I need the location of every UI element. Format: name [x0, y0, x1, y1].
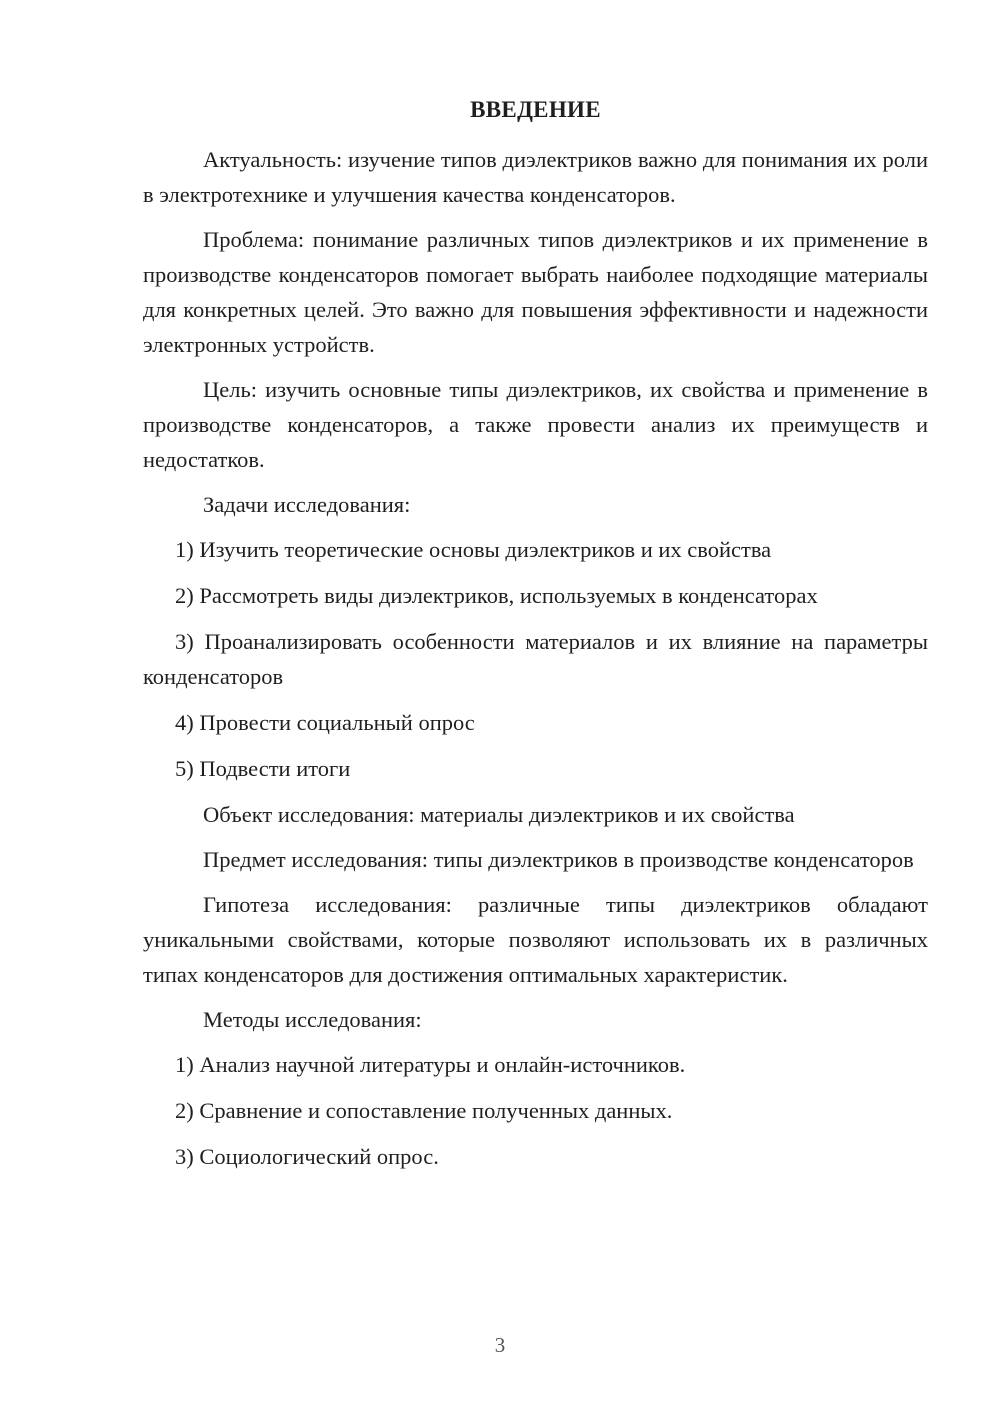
page-number: 3 — [494, 1333, 506, 1357]
document-page — [143, 96, 928, 1185]
relevance-paragraph: Актуальность: изучение типов диэлектриков важно для понимания их роли в электротехнике и улучшения качества конденсаторов. — [143, 147, 928, 207]
methods-heading: Методы исследования: — [203, 1007, 422, 1032]
problem-paragraph: Проблема: понимание различных типов диэлектриков и их применение в производстве конденсаторов помогает выбрать наиболее подходящие материалы для конкретных целей. Это важно для повышения эффективности и надежности электронных устройств. — [143, 227, 928, 357]
object-paragraph: Объект исследования: материалы диэлектриков и их свойства — [203, 802, 795, 827]
task-item: 5) Подвести итоги — [175, 756, 351, 781]
tasks-heading: Задачи исследования: — [203, 492, 411, 517]
task-item: 2) Рассмотреть виды диэлектриков, используемых в конденсаторах — [175, 583, 818, 608]
method-item: 2) Сравнение и сопоставление полученных данных. — [175, 1098, 673, 1123]
task-item: 1) Изучить теоретические основы диэлектриков и их свойства — [175, 537, 772, 562]
goal-paragraph: Цель: изучить основные типы диэлектриков, их свойства и применение в производстве конденсаторов, а также провести анализ их преимуществ и недостатков. — [143, 377, 928, 472]
method-item: 3) Социологический опрос. — [175, 1144, 439, 1169]
task-item: 3) Проанализировать особенности материалов и их влияние на параметры конденсаторов — [143, 629, 928, 689]
task-item: 4) Провести социальный опрос — [175, 710, 475, 735]
hypothesis-paragraph: Гипотеза исследования: различные типы диэлектриков обладают уникальными свойствами, которые позволяют использовать их в различных типах конденсаторов для достижения оптимальных характеристик. — [143, 892, 928, 987]
subject-paragraph: Предмет исследования: типы диэлектриков в производстве конденсаторов — [203, 847, 914, 872]
method-item: 1) Анализ научной литературы и онлайн-источников. — [175, 1052, 686, 1077]
page-title: ВВЕДЕНИЕ — [470, 97, 601, 122]
